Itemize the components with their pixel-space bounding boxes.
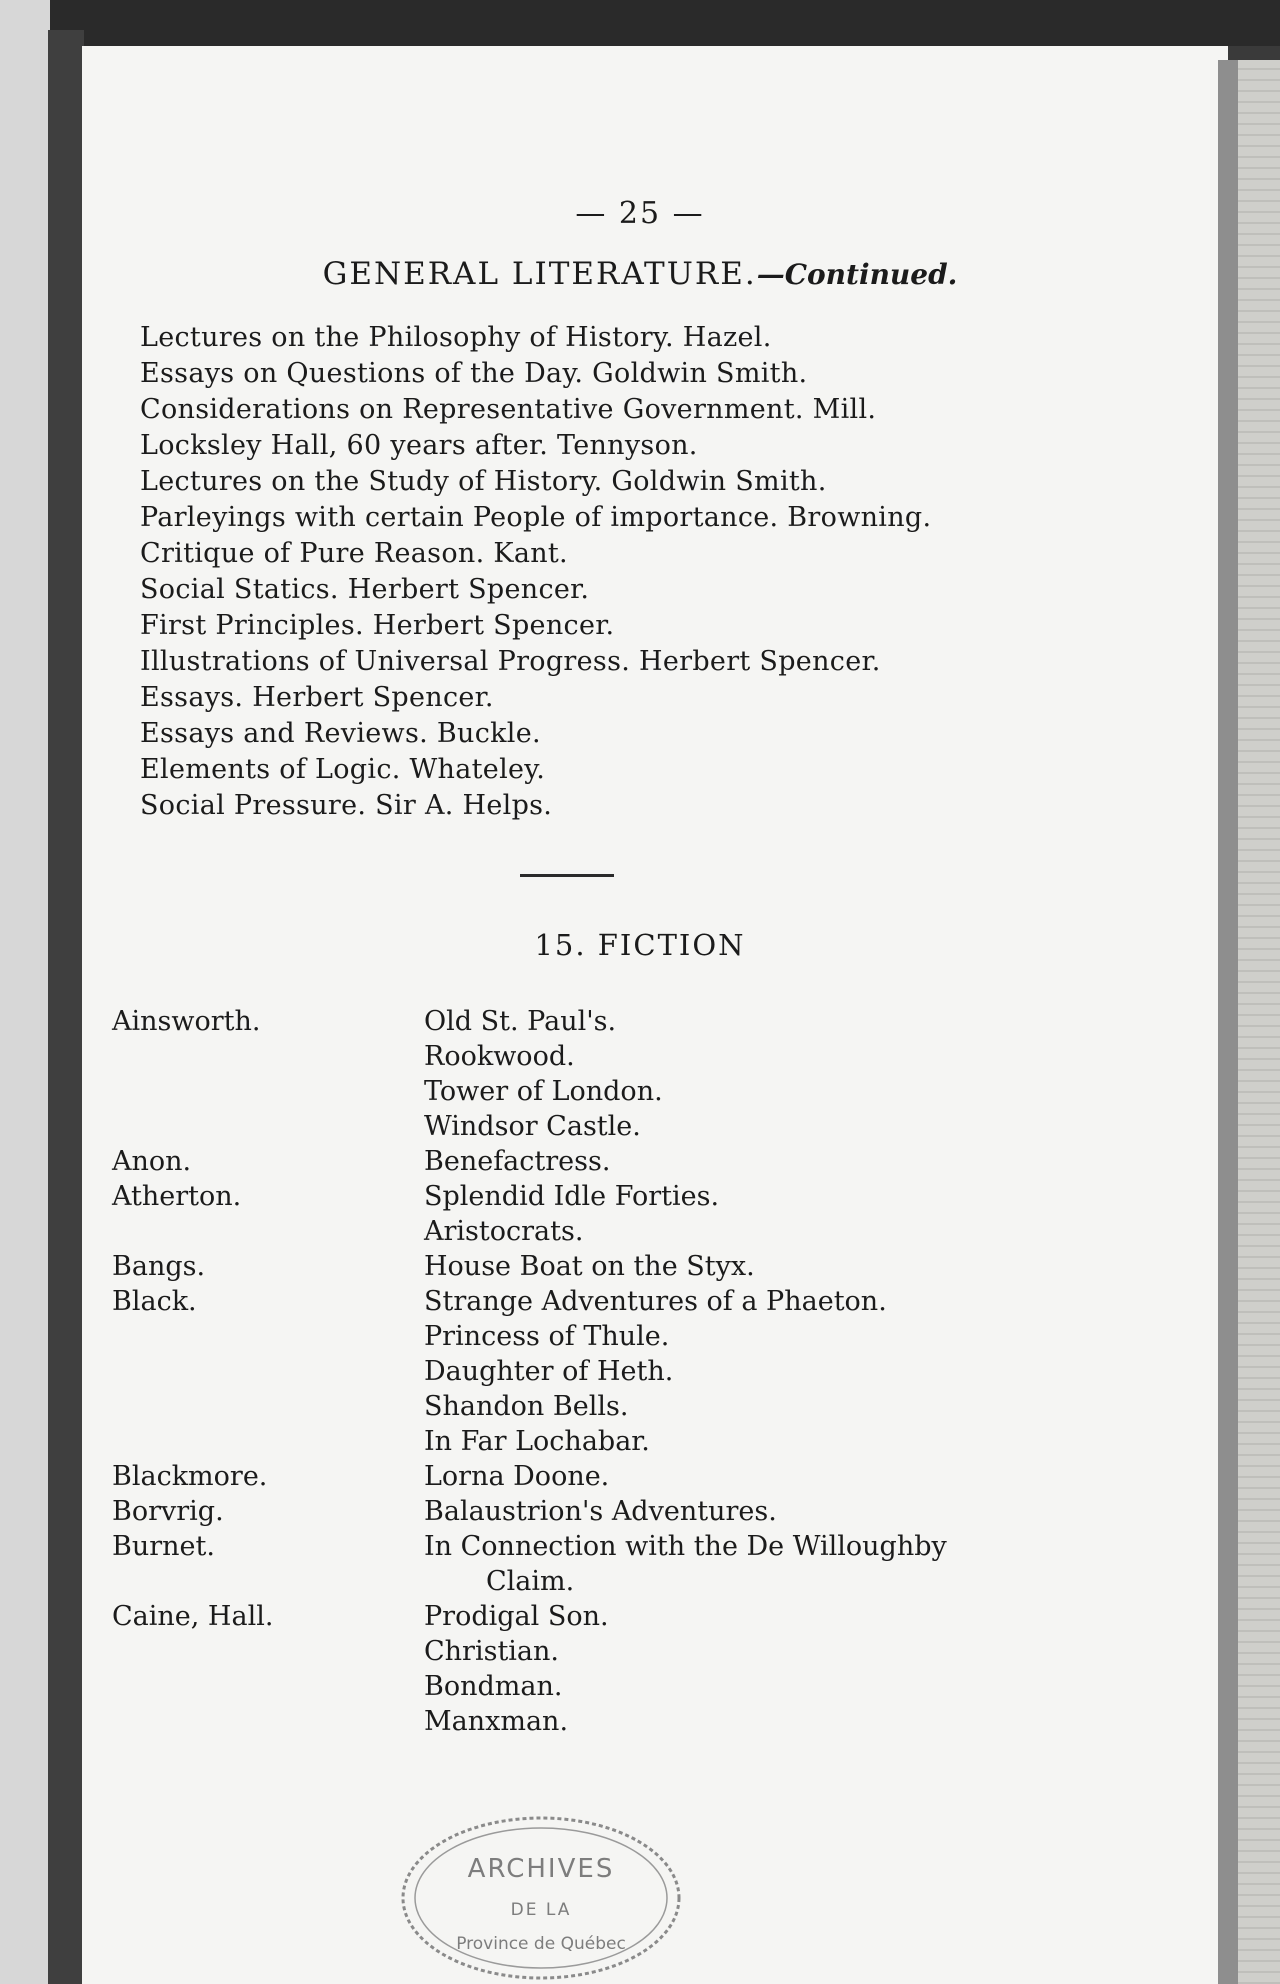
fiction-entry: [112, 1669, 1112, 1704]
fiction-title: Manxman.: [424, 1706, 569, 1737]
page-stack-edge: [1238, 60, 1280, 1984]
literature-entry: Locksley Hall, 60 years after. Tennyson.: [140, 430, 698, 461]
fiction-title: In Connection with the De Willoughby: [424, 1531, 947, 1562]
fiction-title: Bondman.: [424, 1671, 563, 1702]
section-continued: —Continued.: [756, 258, 958, 291]
fiction-entry: [112, 1354, 1112, 1389]
fiction-title: Old St. Paul's.: [424, 1006, 617, 1037]
literature-entry: Lectures on the Study of History. Goldwin Smith.: [140, 466, 827, 497]
fiction-entry: [112, 1704, 1112, 1739]
fiction-entry: [112, 1074, 1112, 1109]
fiction-entry: [112, 1249, 1112, 1284]
fiction-entry: [112, 1599, 1112, 1634]
fiction-entry: [112, 1529, 1112, 1564]
general-literature-list: [140, 320, 1040, 824]
fiction-author: Atherton.: [112, 1181, 242, 1212]
stamp-oval-icon: [396, 1808, 686, 1984]
fiction-title: Christian.: [424, 1636, 559, 1667]
literature-entry: Social Pressure. Sir A. Helps.: [140, 790, 553, 821]
stamp-line-3: Province de Québec: [456, 1934, 626, 1954]
literature-entry: Essays. Herbert Spencer.: [140, 682, 494, 713]
literature-entry: Social Statics. Herbert Spencer.: [140, 574, 590, 605]
fiction-title: Splendid Idle Forties.: [424, 1181, 720, 1212]
fiction-title: Windsor Castle.: [424, 1111, 641, 1142]
fiction-title: Lorna Doone.: [424, 1461, 610, 1492]
literature-entry: Critique of Pure Reason. Kant.: [140, 538, 568, 569]
page-spine-shadow: [1218, 60, 1240, 1984]
fiction-title: Strange Adventures of a Phaeton.: [424, 1286, 887, 1317]
fiction-title: Claim.: [486, 1566, 575, 1597]
section-heading: [0, 256, 1280, 292]
stamp-line-1: ARCHIVES: [467, 1854, 615, 1884]
archives-stamp: [396, 1808, 686, 1984]
fiction-entry: [112, 1214, 1112, 1249]
fiction-entry: [112, 1109, 1112, 1144]
page-number: — 25 —: [575, 196, 705, 231]
fiction-title: Balaustrion's Adventures.: [424, 1496, 777, 1527]
section-title: GENERAL LITERATURE.: [322, 256, 757, 292]
fiction-entry: [112, 1039, 1112, 1074]
scan-left-gutter: [48, 30, 84, 1984]
literature-entry: Illustrations of Universal Progress. Herbert Spencer.: [140, 646, 881, 677]
fiction-author: Black.: [112, 1286, 197, 1317]
stamp-line-2: DE LA: [510, 1900, 572, 1920]
literature-entry: Essays and Reviews. Buckle.: [140, 718, 541, 749]
fiction-title: Princess of Thule.: [424, 1321, 670, 1352]
fiction-entry: [112, 1284, 1112, 1319]
literature-entry: First Principles. Herbert Spencer.: [140, 610, 615, 641]
section-divider: [520, 874, 614, 877]
fiction-title: Benefactress.: [424, 1146, 611, 1177]
fiction-author: Ainsworth.: [112, 1006, 261, 1037]
literature-entry: Considerations on Representative Government. Mill.: [140, 394, 877, 425]
fiction-entry: [112, 1634, 1112, 1669]
fiction-list: [112, 1004, 1112, 1739]
fiction-title: Shandon Bells.: [424, 1391, 629, 1422]
literature-entry: Parleyings with certain People of importance. Browning.: [140, 502, 932, 533]
fiction-entry: [112, 1494, 1112, 1529]
fiction-entry: [112, 1319, 1112, 1354]
fiction-entry: [112, 1004, 1112, 1039]
fiction-entry: [112, 1424, 1112, 1459]
fiction-title: House Boat on the Styx.: [424, 1251, 755, 1282]
fiction-title: Daughter of Heth.: [424, 1356, 674, 1387]
fiction-author: Bangs.: [112, 1251, 206, 1282]
fiction-author: Caine, Hall.: [112, 1601, 274, 1632]
fiction-title: In Far Lochabar.: [424, 1426, 650, 1457]
scan-top-border: [0, 0, 1280, 46]
fiction-entry: [112, 1144, 1112, 1179]
fiction-entry: [112, 1459, 1112, 1494]
fiction-author: Anon.: [112, 1146, 192, 1177]
fiction-entry: [112, 1564, 1112, 1599]
scan-left-edge: [0, 0, 50, 1984]
fiction-entry: [112, 1389, 1112, 1424]
fiction-title: Aristocrats.: [424, 1216, 584, 1247]
literature-entry: Lectures on the Philosophy of History. Hazel.: [140, 322, 772, 353]
fiction-entry: [112, 1179, 1112, 1214]
literature-entry: Elements of Logic. Whateley.: [140, 754, 546, 785]
fiction-author: Blackmore.: [112, 1461, 268, 1492]
fiction-author: Borvrig.: [112, 1496, 224, 1527]
fiction-heading: 15. FICTION: [534, 928, 746, 962]
fiction-author: Burnet.: [112, 1531, 215, 1562]
fiction-title: Tower of London.: [424, 1076, 663, 1107]
fiction-title: Rookwood.: [424, 1041, 575, 1072]
fiction-title: Prodigal Son.: [424, 1601, 609, 1632]
literature-entry: Essays on Questions of the Day. Goldwin Smith.: [140, 358, 808, 389]
